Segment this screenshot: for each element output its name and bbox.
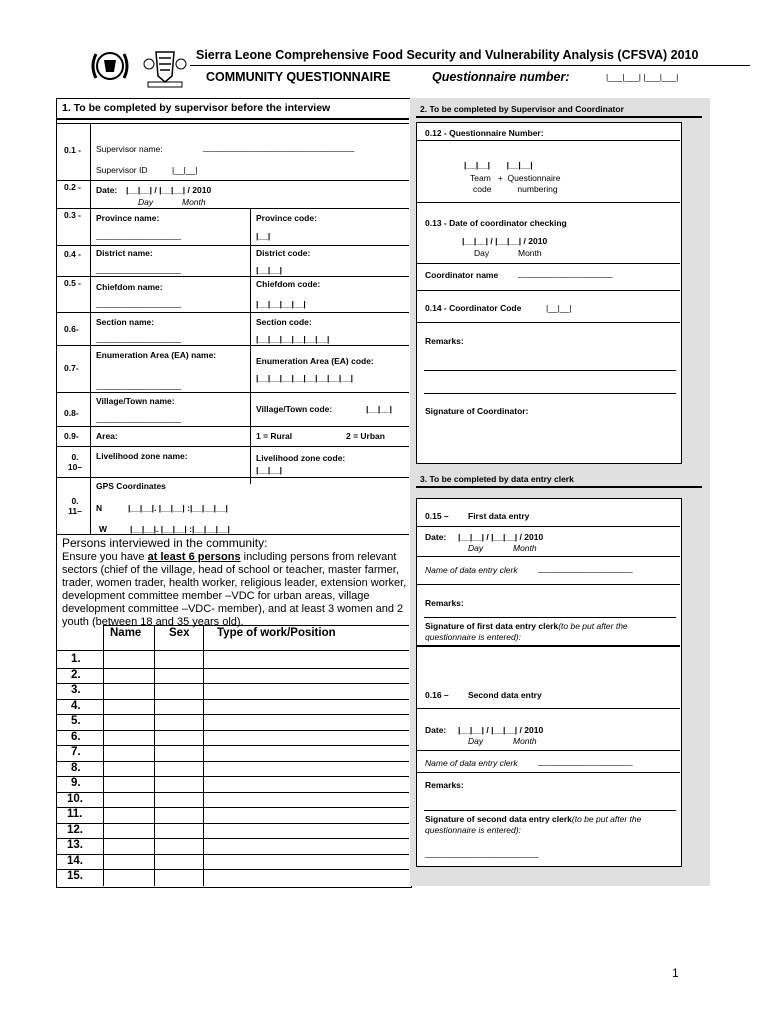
first-entry-date-field[interactable]: |__|__| / |__|__| / 2010 [458,532,544,542]
q013-day-caption: Day [474,248,490,258]
ea-name-label: Enumeration Area (EA) name: [96,350,217,360]
person-row-number: 9. [71,777,81,789]
person-row[interactable] [57,776,409,777]
second-entry-month-caption: Month [513,736,537,746]
province-code-label: Province code: [256,213,317,223]
col-name-header: Name [110,627,142,639]
area-label: Area: [96,431,118,441]
q09-number: 0.9- [64,431,79,441]
persons-instructions: Ensure you have at least 6 persons including persons from relevant sectors (chief of the village, head of school or teacher, master farmer, trader, women trader, health worker, religious leader, extension worker, development committee member –VDC for urban areas, village development committee –VDC- member), and at least 3 women and 2 youth (between 18 and 35 years old). [62,551,407,628]
ea-code-field[interactable]: |__|__|__|__|__|__|__|__| [256,373,354,383]
village-code-field[interactable]: |__|__| [366,404,393,414]
livelihood-code-label: Livelihood zone code: [256,453,346,463]
date-label: Date: [96,185,118,195]
q012-caption: Team + Questionnaire [470,173,561,183]
person-row-number: 1. [71,653,81,665]
person-row[interactable] [57,807,409,808]
q02-number: 0.2 - [64,182,82,192]
district-code-label: District code: [256,248,311,258]
second-entry-remarks-label: Remarks: [425,780,464,790]
second-clerk-name-label: Name of data entry clerk [425,758,518,768]
q04-number: 0.4 - [64,249,82,259]
first-entry-date-label: Date: [425,532,447,542]
second-clerk-signature-field[interactable]: ________________________ [425,848,539,858]
q016-number: 0.16 – [425,690,449,700]
person-row[interactable] [57,683,409,684]
district-code-field[interactable]: |__|__| [256,265,283,275]
second-clerk-signature-label: Signature of second data entry clerk(to be put after the questionnaire is entered): [425,814,642,835]
q014-label: 0.14 - Coordinator Code [425,303,522,313]
person-row-number: 2. [71,668,81,681]
first-entry-month-caption: Month [513,543,537,553]
person-row[interactable] [57,668,409,669]
section-3-box [416,498,682,867]
gps-label: GPS Coordinates [96,481,166,491]
persons-interviewed-title: Persons interviewed in the community: [62,536,268,550]
first-clerk-signature-label: Signature of first data entry clerk(to be put after the questionnaire is entered): [425,621,628,642]
person-row-number: 12. [67,823,83,836]
q012-caption-2: code numbering [473,184,558,194]
person-row-number: 6. [71,730,81,743]
q10-number: 0. 10– [67,452,83,472]
person-row-number: 15. [67,870,83,882]
supervisor-id-field[interactable]: |__|__| [172,165,198,175]
day-caption: Day [138,197,154,207]
livelihood-name-label: Livelihood zone name: [96,451,188,461]
supervisor-name-field[interactable]: ________________________________ [203,142,355,152]
section-name-label: Section name: [96,317,155,327]
questionnaire-type: COMMUNITY QUESTIONNAIRE [206,70,391,84]
person-row[interactable] [57,714,409,715]
supervisor-id-label: Supervisor ID [96,165,148,175]
district-name-label: District name: [96,248,153,258]
second-entry-date-label: Date: [425,725,447,735]
first-clerk-name-field[interactable]: ____________________ [538,563,633,573]
q05-number: 0.5 - [64,278,82,288]
section-3-title: 3. To be completed by data entry clerk [420,474,574,484]
q08-number: 0.8- [64,408,79,418]
coordinator-check-date-field[interactable]: |__|__| / |__|__| / 2010 [462,236,548,246]
ea-name-field[interactable]: __________________ [96,380,182,390]
province-code-field[interactable]: |__| [256,231,271,241]
first-entry-day-caption: Day [468,543,484,553]
gps-west-field[interactable]: |__|__|. |__|__| :|__|__|__| [130,524,230,534]
section-code-field[interactable]: |__|__|__|__|__|__| [256,334,330,344]
area-rural-option[interactable]: 1 = Rural [256,431,293,441]
coordinator-name-label: Coordinator name [425,270,499,280]
month-caption: Month [182,197,206,207]
q07-number: 0.7- [64,363,79,373]
person-row-number: 5. [71,715,81,727]
person-row[interactable] [57,838,409,839]
chiefdom-code-field[interactable]: |__|__|__|__| [256,299,306,309]
second-entry-day-caption: Day [468,736,484,746]
q11-number: 0. 11– [68,496,82,516]
person-row[interactable] [57,823,409,824]
person-row-number: 7. [71,746,81,758]
person-row-number: 8. [71,761,81,774]
questionnaire-number-label: Questionnaire number: [432,70,570,84]
person-row-number: 14. [67,854,83,867]
q015-number: 0.15 – [425,511,449,521]
village-name-label: Village/Town name: [96,396,175,406]
chiefdom-code-label: Chiefdom code: [256,279,321,289]
chiefdom-name-field[interactable]: __________________ [96,298,182,308]
q06-number: 0.6- [64,324,79,334]
person-row-number: 3. [71,684,81,696]
livelihood-name-field[interactable]: __________________ [96,468,182,478]
person-row[interactable] [57,854,409,855]
fao-wfp-logo [86,44,134,88]
q013-label: 0.13 - Date of coordinator checking [425,218,567,228]
interview-date-field[interactable]: |__|__| / |__|__| / 2010 [126,185,212,195]
person-row[interactable] [57,792,409,793]
village-code-label: Village/Town code: [256,404,333,414]
section-2-title: 2. To be completed by Supervisor and Coordinator [420,104,624,114]
document-title: Sierra Leone Comprehensive Food Security and Vulnerability Analysis (CFSVA) 2010 [196,48,699,62]
province-name-label: Province name: [96,213,160,223]
district-name-field[interactable]: __________________ [96,264,182,274]
section-code-label: Section code: [256,317,312,327]
person-row[interactable] [57,699,409,700]
questionnaire-number-field[interactable]: |___|___| |___|___| [606,72,679,82]
chiefdom-name-label: Chiefdom name: [96,282,163,292]
section-name-field[interactable]: __________________ [96,333,182,343]
second-clerk-name-field[interactable]: ____________________ [538,756,633,766]
ea-code-label: Enumeration Area (EA) code: [256,356,374,366]
supervisor-name-label: Supervisor name: [96,144,163,154]
coordinator-code-field[interactable]: |__|__| [546,303,572,313]
q03-number: 0.3 - [64,210,82,220]
person-row[interactable] [57,761,409,762]
col-type-header: Type of work/Position [217,627,336,639]
person-row-number: 4. [71,699,81,712]
village-name-field[interactable]: __________________ [96,413,182,423]
coordinator-remarks-label: Remarks: [425,336,464,346]
person-row[interactable] [57,745,409,746]
person-row[interactable] [57,730,409,731]
area-urban-option[interactable]: 2 = Urban [346,431,385,441]
person-row-number: 13. [67,839,83,851]
first-data-entry-label: First data entry [468,511,530,521]
person-row[interactable] [57,869,409,870]
q013-month-caption: Month [518,248,542,258]
page-number: 1 [672,966,679,980]
first-clerk-name-label: Name of data entry clerk [425,565,518,575]
q01-number: 0.1 - [64,145,82,155]
gps-north-field[interactable]: |__|__|. |__|__| :|__|__|__| [128,503,228,513]
q012-label: 0.12 - Questionnaire Number: [425,128,544,138]
sierra-leone-coat-of-arms [142,44,188,90]
first-entry-remarks-label: Remarks: [425,598,464,608]
questionnaire-number-field-2[interactable]: |__|__| |__|__| [464,160,533,170]
person-row-number: 11. [67,808,83,820]
second-data-entry-label: Second data entry [468,690,542,700]
province-name-field[interactable]: __________________ [96,230,182,240]
col-sex-header: Sex [169,627,190,639]
gps-w-label: W [99,524,108,534]
person-row-number: 10. [67,792,83,805]
coordinator-name-field[interactable]: ____________________ [518,268,613,278]
coordinator-signature-label: Signature of Coordinator: [425,406,529,416]
gps-n-label: N [96,503,103,513]
livelihood-code-field[interactable]: |__|__| [256,465,283,475]
section-1-title: 1. To be completed by supervisor before the interview [62,102,331,114]
second-entry-date-field[interactable]: |__|__| / |__|__| / 2010 [458,725,544,735]
